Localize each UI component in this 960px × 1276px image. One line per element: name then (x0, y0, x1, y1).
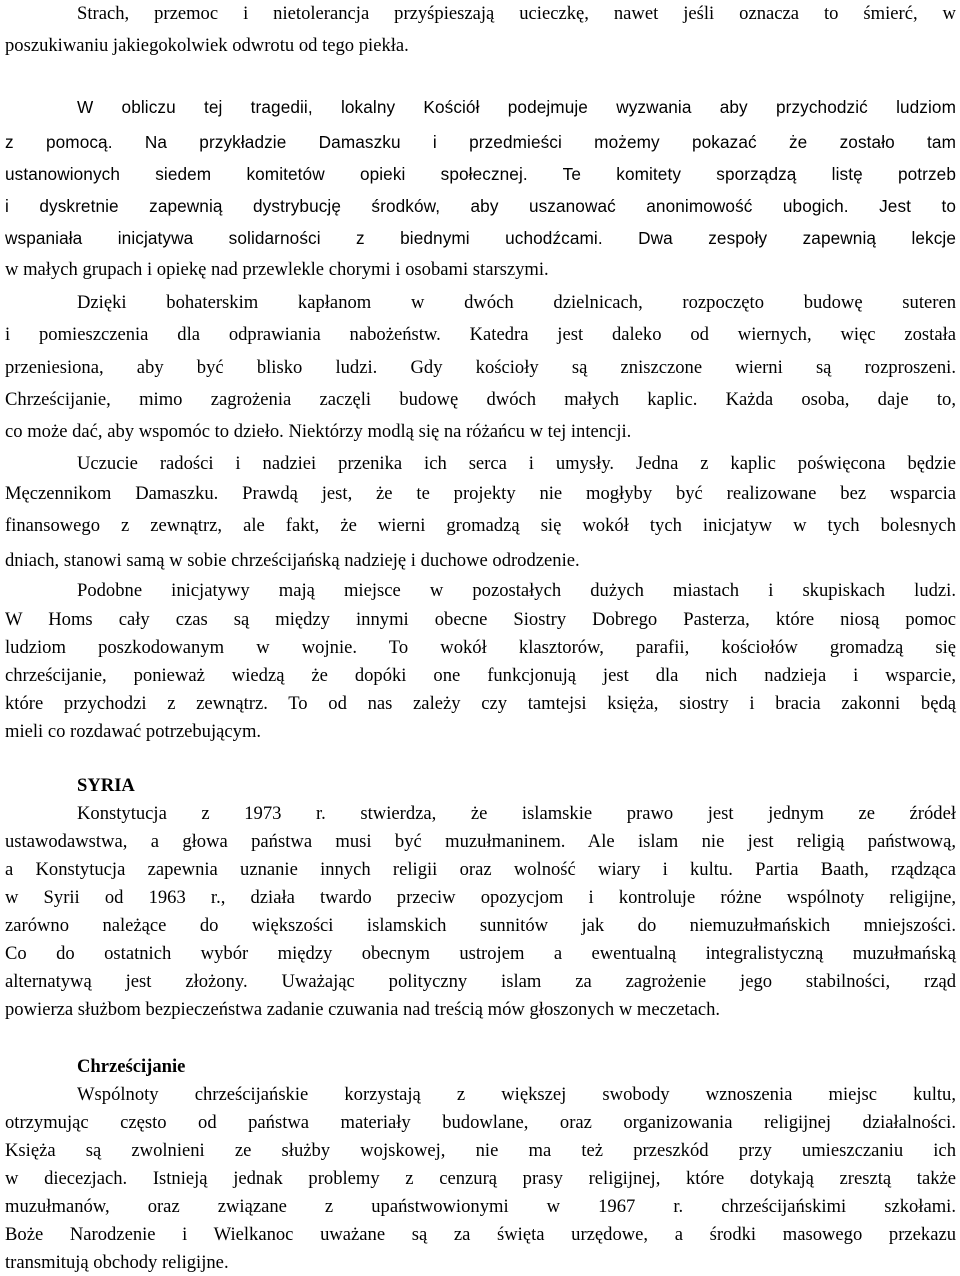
text-line: Co do ostatnich wybór między obecnym ustrojem a ewentualną integralistyczną muzułmańską (5, 943, 956, 964)
text-line: i pomieszczenia dla odprawiania nabożeństw. Katedra jest daleko od wiernych, więc została (5, 324, 956, 345)
text-line: poszukiwaniu jakiegokolwiek odwrotu od tego piekła. (5, 35, 409, 56)
text-line: a Konstytucja zapewnia uznanie innych religii oraz wolność wiary i kultu. Partia Baath, rządząca (5, 859, 956, 880)
text-line: otrzymując często od państwa materiały budowlane, oraz organizowania religijnej działalności. (5, 1112, 956, 1133)
text-line: ustanowionych siedem komitetów opieki społecznej. Te komitety sporządzą listę potrzeb (5, 164, 956, 184)
text-line: które przychodzi z zewnątrz. To od nas zależy czy tamtejsi księża, siostry i bracia zakonni będą (5, 693, 956, 714)
text-line: transmitują obchody religijne. (5, 1252, 229, 1273)
text-line: Konstytucja z 1973 r. stwierdza, że islamskie prawo jest jednym ze źródeł (77, 803, 956, 824)
text-line: zarówno należące do większości islamskich sunnitów jak do niemuzułmańskich mniejszości. (5, 915, 956, 936)
section-heading-syria: SYRIA (77, 775, 135, 796)
text-line: wspaniała inicjatywa solidarności z biednymi uchodźcami. Dwa zespoły zapewnią lekcje (5, 228, 956, 248)
text-line: Męczennikom Damaszku. Prawdą jest, że te projekty nie mogłyby być realizowane bez wsparcia (5, 483, 956, 504)
text-line: Uczucie radości i nadziei przenika ich serca i umysły. Jedna z kaplic poświęcona będzie (77, 453, 956, 474)
text-line: finansowego z zewnątrz, ale fakt, że wierni gromadzą się wokół tych inicjatyw w tych bolesnych (5, 515, 956, 536)
text-line: Księża są zwolnieni ze służby wojskowej, nie ma też przeszkód przy umieszczaniu ich (5, 1140, 956, 1161)
text-line: chrześcijanie, ponieważ wiedzą że dopóki one funkcjonują jest dla nich nadzieja i wsparcie, (5, 665, 956, 686)
section-heading-christians: Chrześcijanie (77, 1056, 186, 1077)
text-line: w małych grupach i opiekę nad przewlekle chorymi i osobami starszymi. (5, 259, 549, 280)
text-line: mieli co rozdawać potrzebującym. (5, 721, 262, 742)
text-line: i dyskretnie zapewnią dystrybucję środków, aby uszanować anonimowość ubogich. Jest to (5, 196, 956, 216)
text-line: dniach, stanowi samą w sobie chrześcijańską nadzieję i duchowe odrodzenie. (5, 550, 580, 571)
text-line: alternatywą jest złożony. Uważając polityczny islam za zagrożenie jego stabilności, rząd (5, 971, 956, 992)
text-line: Strach, przemoc i nietolerancja przyśpieszają ucieczkę, nawet jeśli oznacza to śmierć, w (77, 3, 956, 24)
text-line: ustawodawstwa, a głowa państwa musi być muzułmaninem. Ale islam nie jest religią państwową, (5, 831, 956, 852)
text-line: ludziom poszkodowanym w wojnie. To wokół klasztorów, parafii, kościołów gromadzą się (5, 637, 956, 658)
text-line: Chrześcijanie, mimo zagrożenia zaczęli budowę dwóch małych kaplic. Każda osoba, daje to, (5, 389, 956, 410)
text-line: Boże Narodzenie i Wielkanoc uważane są za święta urzędowe, a środki masowego przekazu (5, 1224, 956, 1245)
text-line: w diecezjach. Istnieją jednak problemy z cenzurą prasy religijnej, które dotykają zresztą także (5, 1168, 956, 1189)
text-line: Podobne inicjatywy mają miejsce w pozostałych dużych miastach i skupiskach ludzi. (77, 580, 956, 601)
text-line: powierza służbom bezpieczeństwa zadanie czuwania nad treścią mów głoszonych w meczetach. (5, 999, 721, 1020)
text-line: przeniesiona, aby być blisko ludzi. Gdy kościoły są zniszczone wierni są rozproszeni. (5, 357, 956, 378)
text-line: z pomocą. Na przykładzie Damaszku i przedmieści możemy pokazać że zostało tam (5, 132, 956, 152)
text-line: w Syrii od 1963 r., działa twardo przeciw opozycjom i kontroluje różne wspólnoty religijne, (5, 887, 956, 908)
text-line: W obliczu tej tragedii, lokalny Kościół podejmuje wyzwania aby przychodzić ludziom (77, 97, 956, 117)
text-line: co może dać, aby wspomóc to dzieło. Niektórzy modlą się na różańcu w tej intencji. (5, 421, 632, 442)
text-line: W Homs cały czas są między innymi obecne Siostry Dobrego Pasterza, które niosą pomoc (5, 609, 956, 630)
text-line: muzułmanów, oraz związane z upaństwowionymi w 1967 r. chrześcijańskimi szkołami. (5, 1196, 956, 1217)
text-line: Wspólnoty chrześcijańskie korzystają z większej swobody wznoszenia miejsc kultu, (77, 1084, 956, 1105)
text-line: Dzięki bohaterskim kapłanom w dwóch dzielnicach, rozpoczęto budowę suteren (77, 292, 956, 313)
